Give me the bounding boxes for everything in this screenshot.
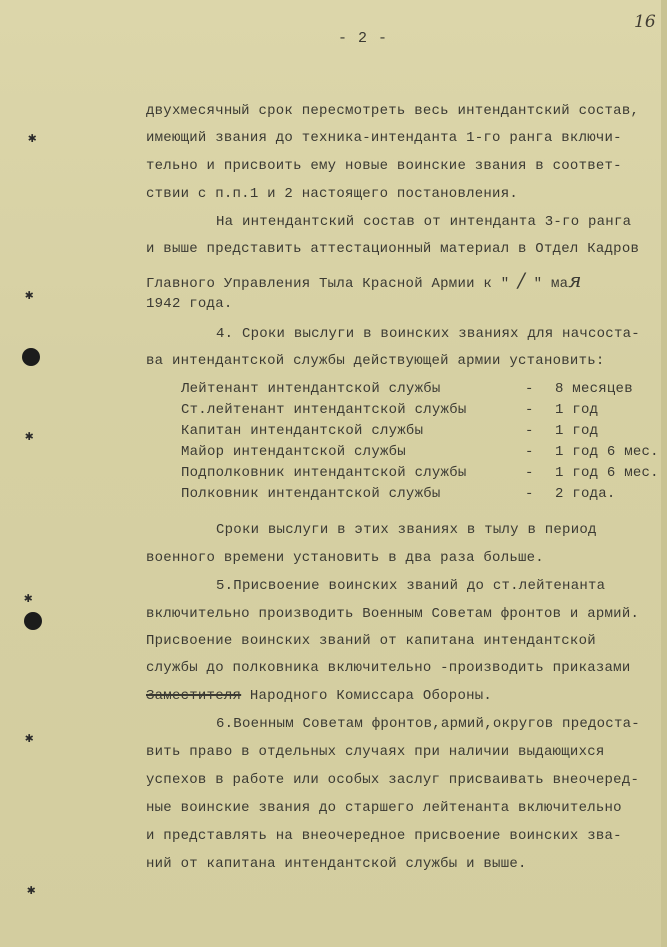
margin-tear-mark: ✱	[28, 131, 37, 147]
rank-dash: -	[525, 402, 534, 418]
text-line: и представлять на внеочередное присвоение воинских зва-	[146, 828, 622, 844]
text-line: 5.Присвоение воинских званий до ст.лейтенанта	[216, 578, 606, 594]
binder-hole	[22, 348, 40, 366]
rank-term: 1 год 6 мес.	[555, 465, 659, 481]
text-line: имеющий звания до техника-интенданта 1-го ранга включи-	[146, 130, 622, 146]
rank-dash: -	[525, 423, 534, 439]
text-line: На интендантский состав от интенданта 3-го ранга	[216, 214, 632, 230]
text-line: ствии с п.п.1 и 2 настоящего постановления.	[146, 186, 519, 202]
text-line: службы до полковника включительно -производить приказами	[146, 660, 631, 676]
rank-dash: -	[525, 381, 534, 397]
margin-tear-mark: ✱	[25, 429, 34, 445]
margin-tear-mark: ✱	[27, 883, 36, 899]
margin-tear-mark: ✱	[25, 288, 34, 304]
text-line-part: Главного Управления Тыла Красной Армии к "	[146, 276, 510, 292]
margin-tear-mark: ✱	[24, 591, 33, 607]
text-line: ний от капитана интендантской службы и выше.	[146, 856, 527, 872]
text-line: ные воинские звания до старшего лейтенанта включительно	[146, 800, 622, 816]
text-line: успехов в работе или особых заслуг присваивать внеочеред-	[146, 772, 640, 788]
text-line-part: " ма	[533, 276, 569, 292]
struck-word: Заместителя	[146, 688, 242, 704]
margin-tear-mark: ✱	[25, 731, 34, 747]
rank-name: Лейтенант интендантской службы	[181, 381, 441, 397]
folio-number: 16	[634, 12, 656, 32]
text-line: двухмесячный срок пересмотреть весь интендантский состав,	[146, 103, 640, 119]
rank-dash: -	[525, 465, 534, 481]
rank-name: Полковник интендантской службы	[181, 486, 441, 502]
rank-term: 8 месяцев	[555, 381, 633, 397]
text-line: 1942 года.	[146, 296, 233, 312]
text-line	[146, 268, 582, 292]
handwritten-day: /	[518, 268, 526, 292]
rank-name: Майор интендантской службы	[181, 444, 406, 460]
text-line-part: Народного Комиссара Обороны.	[241, 688, 493, 704]
text-line: Присвоение воинских званий от капитана интендантской	[146, 633, 596, 649]
rank-name: Подполковник интендантской службы	[181, 465, 467, 481]
rank-dash: -	[525, 444, 534, 460]
handwritten-month-ending: я	[568, 268, 582, 292]
rank-term: 1 год	[555, 423, 599, 439]
text-line: военного времени установить в два раза больше.	[146, 550, 544, 566]
text-line: тельно и присвоить ему новые воинские звания в соответ-	[146, 158, 622, 174]
text-line: вить право в отдельных случаях при наличии выдающихся	[146, 744, 605, 760]
rank-term: 2 года.	[555, 486, 616, 502]
text-line: включительно производить Военным Советам фронтов и армий.	[146, 606, 640, 622]
text-line: Сроки выслуги в этих званиях в тылу в период	[216, 522, 597, 538]
text-line	[146, 688, 492, 704]
rank-term: 1 год 6 мес.	[555, 444, 659, 460]
rank-name: Капитан интендантской службы	[181, 423, 424, 439]
text-line: 6.Военным Советам фронтов,армий,округов предоста-	[216, 716, 640, 732]
rank-term: 1 год	[555, 402, 599, 418]
rank-name: Ст.лейтенант интендантской службы	[181, 402, 467, 418]
page-number: - 2 -	[338, 30, 389, 47]
text-line: и выше представить аттестационный материал в Отдел Кадров	[146, 241, 640, 257]
rank-dash: -	[525, 486, 534, 502]
text-line: 4. Сроки выслуги в воинских званиях для начсоста-	[216, 326, 640, 342]
binder-hole	[24, 612, 42, 630]
page-edge	[661, 0, 667, 947]
text-line: ва интендантской службы действующей армии установить:	[146, 353, 605, 369]
